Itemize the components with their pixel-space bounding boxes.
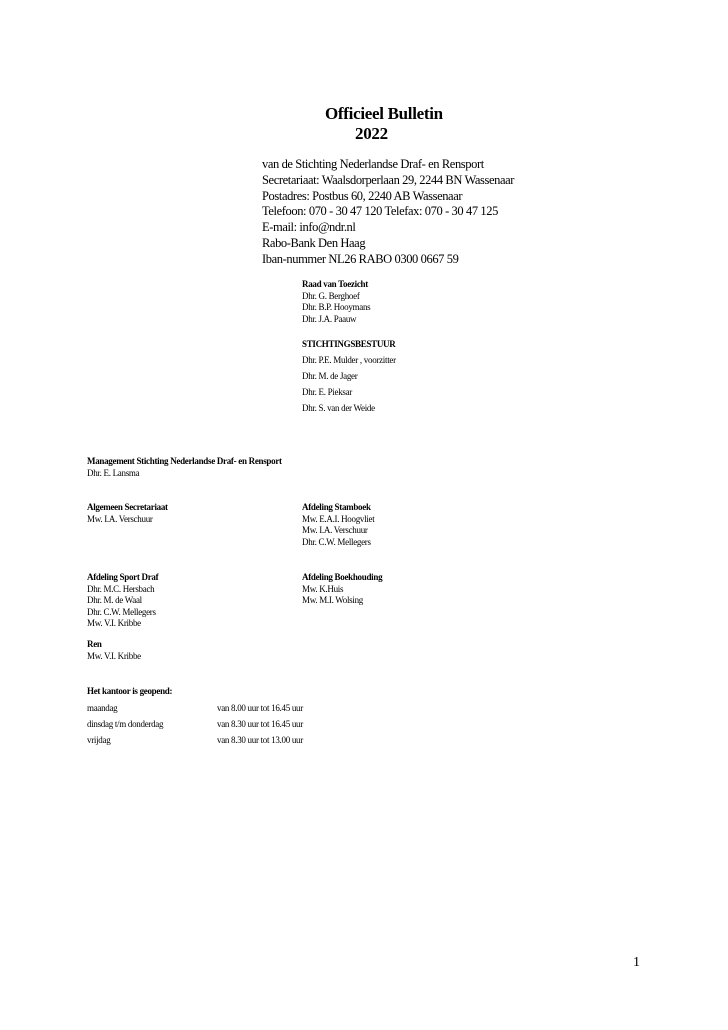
contact-line-bank: Rabo-Bank Den Haag [262, 235, 366, 250]
sport-draf-member: Dhr. M. de Waal [87, 595, 142, 605]
office-hours-row [87, 700, 347, 716]
ren-member: Mw. V.I. Kribbe [87, 650, 141, 661]
management-heading: Management Stichting Nederlandse Draf- en Rensport [87, 456, 282, 466]
afdeling-stamboek-section [302, 502, 374, 548]
contact-line-organization: van de Stichting Nederlandse Draf- en Rensport [262, 157, 484, 171]
office-hours-time: van 8.00 uur tot 16.45 uur [217, 703, 303, 713]
stamboek-member: Mw. I.A. Verschuur [302, 525, 368, 535]
office-hours-time: van 8.30 uur tot 13.00 uur [217, 735, 303, 745]
office-hours-day: vrijdag [87, 735, 111, 745]
algemeen-secretariaat-section [87, 502, 168, 525]
stamboek-member: Dhr. C.W. Mellegers [302, 536, 371, 547]
afdeling-boekhouding-section [302, 572, 382, 607]
stamboek-member: Mw. E.A.I. Hoogvliet [302, 513, 375, 524]
algemeen-secretariaat-heading: Algemeen Secretariaat [87, 502, 168, 512]
office-hours-time: van 8.30 uur tot 16.45 uur [217, 719, 303, 729]
bestuur-member: Dhr. P.E. Mulder , voorzitter [302, 355, 396, 365]
ren-heading: Ren [87, 639, 102, 649]
afdeling-sport-draf-section [87, 572, 158, 630]
secretariaat-member: Mw. I.A. Verschuur [87, 513, 153, 524]
stichtingsbestuur-heading: STICHTINGSBESTUUR [302, 339, 396, 349]
boekhouding-member: Mw. K.Huis [302, 583, 344, 594]
bestuur-member: Dhr. M. de Jager [302, 371, 358, 381]
afdeling-boekhouding-heading: Afdeling Boekhouding [302, 572, 383, 582]
afdeling-stamboek-heading: Afdeling Stamboek [302, 502, 371, 512]
office-hours-heading [87, 686, 172, 696]
page-number: 1 [633, 955, 640, 970]
contact-line-postadres: Postadres: Postbus 60, 2240 AB Wassenaar [262, 188, 463, 203]
office-hours-day: dinsdag t/m donderdag [87, 719, 164, 729]
contact-line-email: E-mail: info@ndr.nl [262, 220, 356, 235]
office-hours-row [87, 732, 347, 748]
sport-draf-member: Dhr. M.C. Hersbach [87, 583, 155, 594]
management-member: Dhr. E. Lansma [87, 467, 140, 478]
document-year: 2022 [355, 124, 388, 143]
contact-block [262, 157, 514, 268]
stichtingsbestuur-section [302, 336, 396, 416]
office-hours-day: maandag [87, 703, 118, 713]
raad-member: Dhr. J.A. Paauw [302, 313, 357, 324]
document-title: Officieel Bulletin [325, 104, 443, 123]
contact-line-iban: Iban-nummer NL26 RABO 0300 0667 59 [262, 251, 459, 266]
management-section [87, 456, 282, 479]
afdeling-sport-draf-heading: Afdeling Sport Draf [87, 572, 159, 582]
raad-member: Dhr. G. Berghoef [302, 290, 360, 301]
bestuur-member: Dhr. E. Pieksar [302, 387, 352, 397]
raad-van-toezicht-section [302, 279, 370, 325]
sport-draf-member: Mw. V.I. Kribbe [87, 618, 141, 628]
raad-member: Dhr. B.P. Hooymans [302, 302, 371, 312]
ren-section [87, 639, 141, 662]
raad-van-toezicht-heading: Raad van Toezicht [302, 279, 368, 289]
boekhouding-member: Mw. M.I. Wolsing [302, 595, 363, 605]
office-hours-heading-text: Het kantoor is geopend: [87, 686, 173, 696]
sport-draf-member: Dhr. C.W. Mellegers [87, 606, 156, 617]
bestuur-member: Dhr. S. van der Weide [302, 403, 375, 413]
contact-line-secretariaat: Secretariaat: Waalsdorperlaan 29, 2244 BN Wassenaar [262, 172, 515, 187]
office-hours-table [87, 700, 347, 748]
contact-line-telefoon: Telefoon: 070 - 30 47 120 Telefax: 070 - 30 47 125 [262, 204, 498, 219]
office-hours-row [87, 716, 347, 732]
